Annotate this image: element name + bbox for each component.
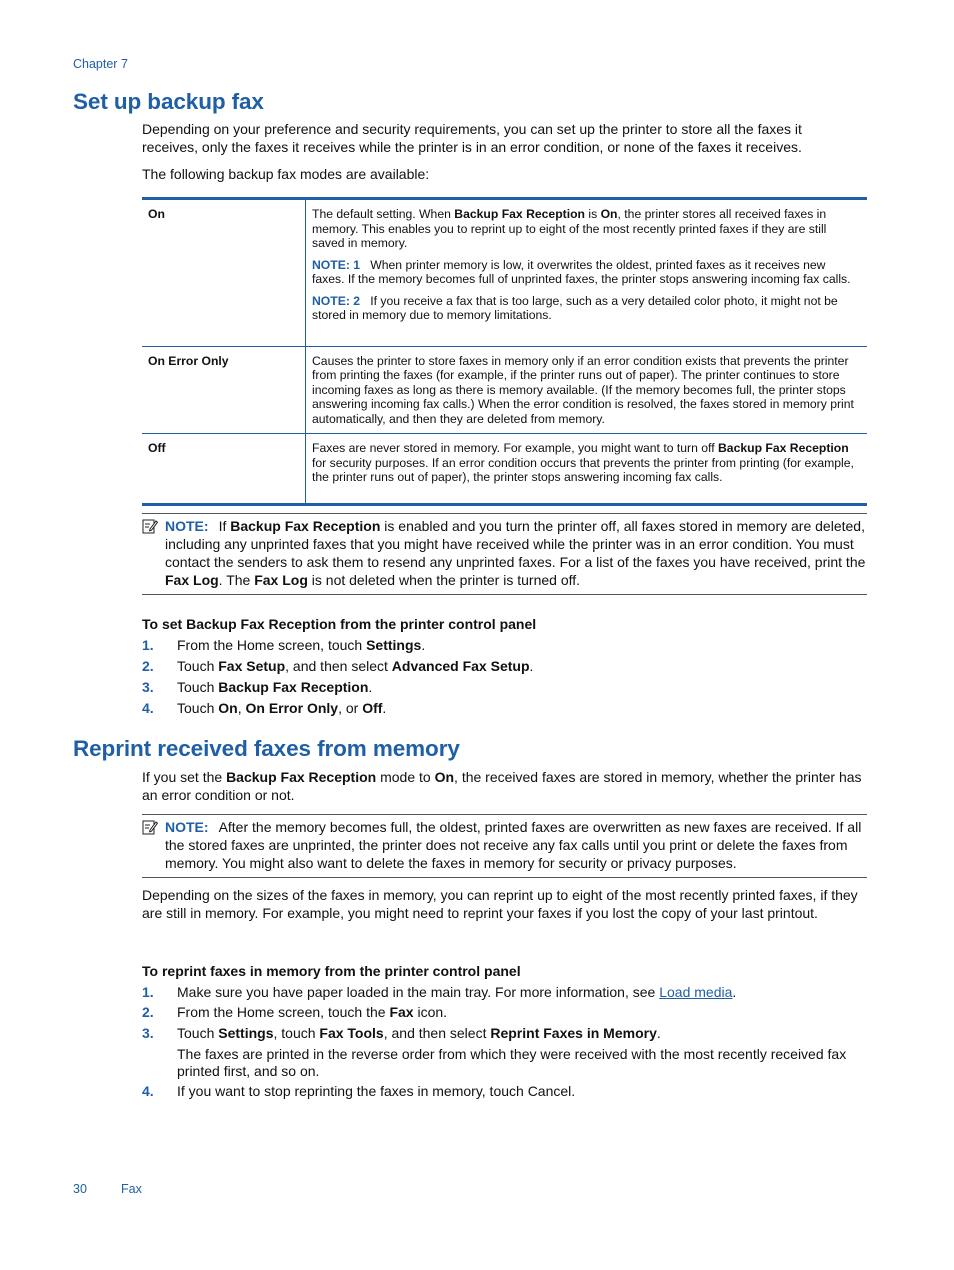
mode-description: The default setting. When Backup Fax Reception is On, the printer stores all received faxes in memory. This enables you to reprint up to eight of the most recently printed faxes if they are still saved in memory. NOTE: 1 When printer memory is low, it overwrites the oldest, printed faxes as it receives new faxes. If the memory becomes full of unprinted faxes, the printer stops answering incoming fax calls. NOTE: 2 If you receive a fax that is too large, such as a very detailed color photo, it might not be stored in memory due to memory limitations.	[306, 200, 868, 346]
table-note-2: NOTE: 2 If you receive a fax that is too large, such as a very detailed color photo, it might not be stored in memory due to memory limitations.	[312, 293, 838, 322]
note-icon	[142, 518, 158, 534]
load-media-link[interactable]: Load media	[659, 984, 733, 1000]
chapter-label: Chapter 7	[73, 57, 128, 71]
mode-description: Faxes are never stored in memory. For example, you might want to turn off Backup Fax Reception for security purposes. If an error condition occurs that prevents the printer from printing (for example, the printer runs out of paper), the printer stops answering incoming fax calls.	[312, 441, 854, 484]
mode-name: On	[142, 200, 306, 346]
list-item: 1. From the Home screen, touch Settings.	[142, 637, 426, 653]
table-row	[142, 200, 867, 346]
page-number: 30	[73, 1182, 87, 1196]
reprint-paragraph: Depending on the sizes of the faxes in memory, you can reprint up to eight of the most recently printed faxes, if they are still in memory. For example, you might need to reprint your faxes if you lost the copy of your last printout.	[142, 887, 858, 921]
table-note-1: NOTE: 1 When printer memory is low, it overwrites the oldest, printed faxes as it receives new faxes. If the memory becomes full of unprinted faxes, the printer stops answering incoming fax calls.	[312, 257, 851, 286]
mode-name: On Error Only	[142, 346, 306, 434]
table-row	[142, 346, 867, 434]
list-item: 1. Make sure you have paper loaded in the main tray. For more information, see Load media.	[142, 984, 737, 1000]
table-row	[142, 434, 867, 503]
footer-section: Fax	[121, 1182, 142, 1196]
steps-title-backup: To set Backup Fax Reception from the printer control panel	[142, 616, 537, 632]
note-memory-full: NOTE: After the memory becomes full, the oldest, printed faxes are overwritten as new faxes are received. If all the stored faxes are unprinted, the printer does not receive any fax calls until you print or delete the faxes from memory. You might also want to delete the faxes in memory for security or privacy purposes.	[142, 814, 867, 878]
steps-title-reprint: To reprint faxes in memory from the printer control panel	[142, 963, 521, 979]
list-item: 2. From the Home screen, touch the Fax icon.	[142, 1004, 448, 1020]
note-backup-fax-off: NOTE: If Backup Fax Reception is enabled and you turn the printer off, all faxes stored in memory are deleted, including any unprinted faxes that you might have received while the printer was in an error condition. You must contact the senders to ask them to resend any unprinted faxes. For a list of the faxes you have received, print the Fax Log. The Fax Log is not deleted when the printer is turned off.	[142, 513, 867, 595]
mode-name: Off	[142, 434, 306, 503]
list-item: 4. If you want to stop reprinting the faxes in memory, touch Cancel.	[142, 1083, 576, 1099]
list-item: 3. Touch Backup Fax Reception.	[142, 679, 373, 695]
list-item: 4. Touch On, On Error Only, or Off.	[142, 700, 387, 716]
list-item: 2. Touch Fax Setup, and then select Advanced Fax Setup.	[142, 658, 534, 674]
note-icon	[142, 819, 158, 835]
reprint-intro: If you set the Backup Fax Reception mode to On, the received faxes are stored in memory, whether the printer has an error condition or not.	[142, 769, 862, 803]
step-subtext: The faxes are printed in the reverse order from which they were received with the most recently received fax printed first, and so on.	[177, 1046, 847, 1079]
intro-paragraph: Depending on your preference and security requirements, you can set up the printer to store all the faxes it receives, only the faxes it receives while the printer is in an error condition, or none of the faxes it receives.	[142, 121, 802, 155]
list-item: 3. Touch Settings, touch Fax Tools, and then select Reprint Faxes in Memory. The faxes are printed in the reverse order from which they were received with the most recently received fax printed first, and so on.	[142, 1025, 867, 1080]
backup-modes-table	[142, 197, 867, 506]
section-title-reprint: Reprint received faxes from memory	[73, 736, 460, 761]
modes-intro: The following backup fax modes are available:	[142, 166, 430, 182]
mode-description: Causes the printer to store faxes in memory only if an error condition exists that prevents the printer from printing the faxes (for example, if the printer runs out of paper). The printer continues to store incoming faxes as long as there is memory available. (If the memory becomes full, the printer stops answering incoming fax calls.) When the error condition is resolved, the faxes stored in memory print automatically, and then they are deleted from memory.	[312, 353, 854, 426]
section-title-backup-fax: Set up backup fax	[73, 89, 264, 114]
